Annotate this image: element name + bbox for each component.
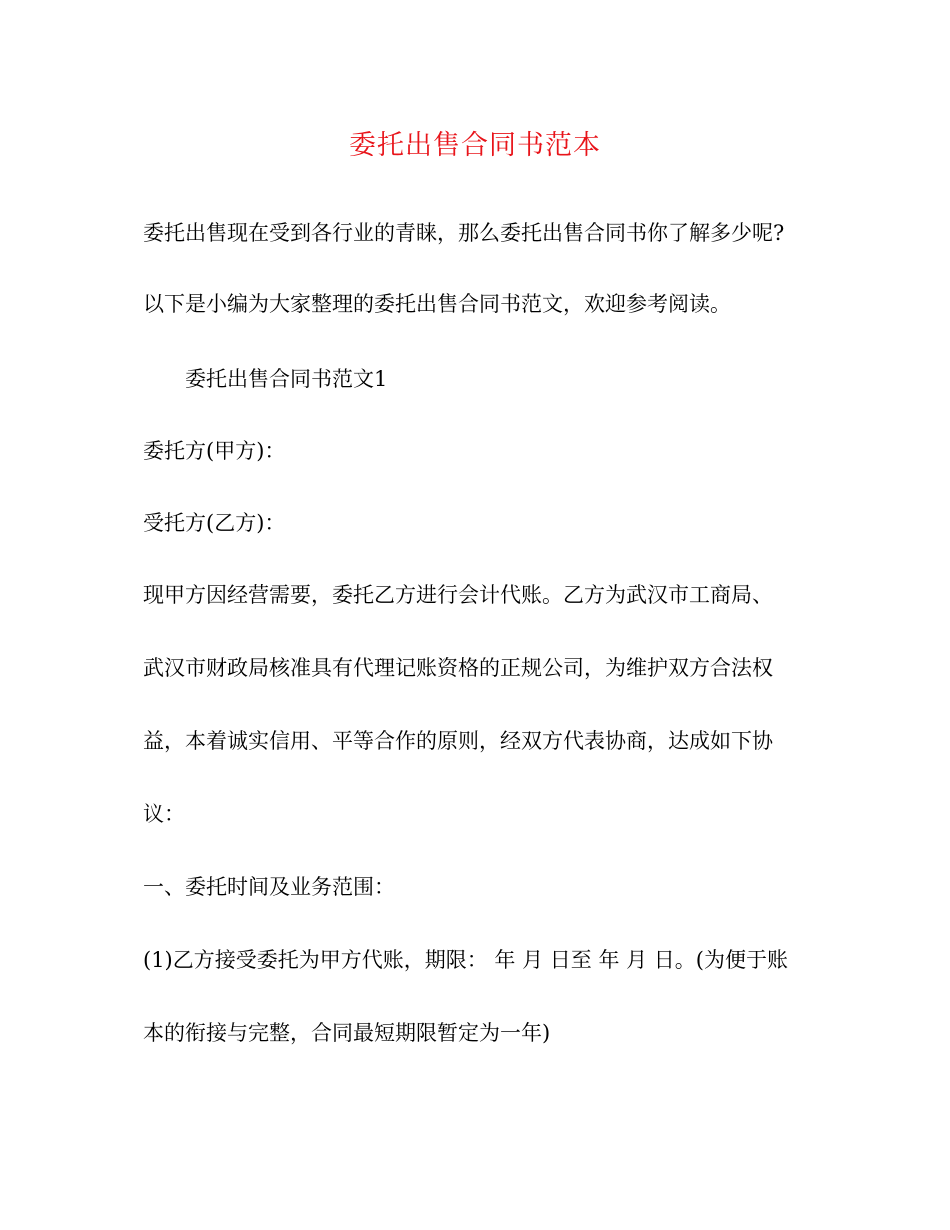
- paragraph-line: 益，本着诚实信用、平等合作的原则，经双方代表协商，达成如下协: [143, 729, 773, 753]
- paragraph-line: 议：: [143, 802, 185, 826]
- clause-heading: 一、委托时间及业务范围：: [143, 875, 395, 899]
- party-a-line: 委托方(甲方)：: [143, 439, 286, 463]
- clause-line: 本的衔接与完整，合同最短期限暂定为一年): [143, 1021, 551, 1045]
- paragraph-line: 武汉市财政局核准具有代理记账资格的正规公司，为维护双方合法权: [143, 656, 773, 680]
- party-b-line: 受托方(乙方)：: [143, 511, 286, 535]
- paragraph-line: 现甲方因经营需要，委托乙方进行会计代账。乙方为武汉市工商局、: [143, 583, 773, 607]
- document-title: 委托出售合同书范本: [349, 130, 601, 161]
- clause-line: (1)乙方接受委托为甲方代账，期限： 年 月 日至 年 月 日。(为便于账: [143, 948, 788, 972]
- section-heading: 委托出售合同书范文1: [185, 367, 388, 391]
- paragraph-line: 委托出售现在受到各行业的青睐，那么委托出售合同书你了解多少呢?: [143, 221, 785, 245]
- paragraph-line: 以下是小编为大家整理的委托出售合同书范文，欢迎参考阅读。: [143, 292, 731, 316]
